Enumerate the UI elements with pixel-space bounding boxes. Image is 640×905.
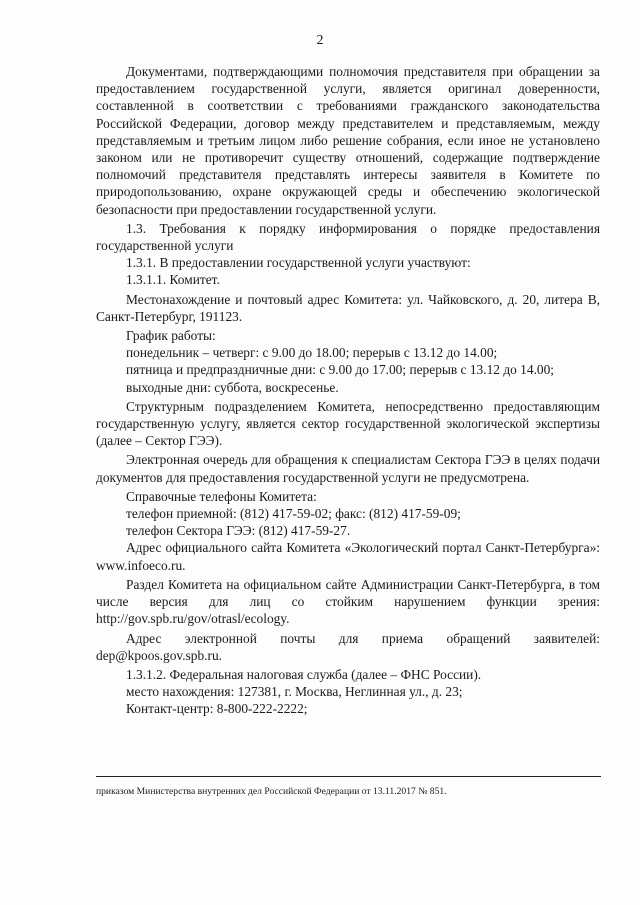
paragraph-fns-contact-center: Контакт-центр: 8-800-222-2222; — [126, 701, 308, 717]
paragraph-structural-unit: Структурным подразделением Комитета, непосредственно предоставляющим государственную услугу, является сектор государственной экологической экспертизы (далее – Сектор ГЭЭ). — [96, 398, 600, 449]
paragraph-phone-reception: телефон приемной: (812) 417-59-02; факс: (812) 417-59-09; — [126, 506, 461, 522]
paragraph-representative-documents: Документами, подтверждающими полномочия представителя при обращении за предоставлением государственной услуги, является оригинал доверенности, составленной в соответствии с требованиями гражданского законодательства Российской Федерации, договор между представителем и представляемым, между представляемым и третьим лицом либо решение собрания, если иное не установлено законом или не противоречит существу отношений, содержащие подтверждение полномочий представителя представлять интересы заявителя в Комитете по природопользованию, охране окружающей среды и обеспечению экологической безопасности при предоставлении государственной услуги. — [96, 64, 600, 217]
document-body — [96, 63, 600, 718]
paragraph-schedule-fri: пятница и предпраздничные дни: с 9.00 до 17.00; перерыв с 13.12 до 14.00; — [126, 362, 555, 378]
page-number: 2 — [316, 33, 324, 48]
paragraph-phone-sector: телефон Сектора ГЭЭ: (812) 417-59-27. — [126, 523, 351, 539]
paragraph-section-1-3: 1.3. Требования к порядку информирования о порядке предоставления государственной услуги — [96, 220, 600, 254]
paragraph-section-1-3-1: 1.3.1. В предоставлении государственной услуги участвуют: — [126, 255, 471, 271]
paragraph-administration-site: Раздел Комитета на официальном сайте Администрации Санкт-Петербурга, в том числе версия для лиц со стойким нарушением функции зрения: http://gov.spb.ru/gov/otrasl/ecology. — [96, 576, 600, 627]
footnote: приказом Министерства внутренних дел Российской Федерации от 13.11.2017 № 851. — [96, 786, 447, 797]
paragraph-email: Адрес электронной почты для приема обращений заявителей: dep@kpoos.gov.spb.ru. — [96, 630, 600, 663]
paragraph-fns-location: место нахождения: 127381, г. Москва, Неглинная ул., д. 23; — [126, 684, 463, 700]
paragraph-electronic-queue: Электронная очередь для обращения к специалистам Сектора ГЭЭ в целях подачи документов для предоставления государственной услуги не предусмотрена. — [96, 452, 600, 485]
paragraph-schedule-weekend: выходные дни: суббота, воскресенье. — [126, 379, 339, 395]
paragraph-section-1-3-1-2: 1.3.1.2. Федеральная налоговая служба (далее – ФНС России). — [126, 666, 482, 682]
paragraph-phones-heading: Справочные телефоны Комитета: — [126, 488, 317, 504]
footnote-divider — [96, 776, 601, 777]
paragraph-section-1-3-1-1: 1.3.1.1. Комитет. — [126, 272, 220, 288]
paragraph-schedule-mon-thu: понедельник – четверг: с 9.00 до 18.00; перерыв с 13.12 до 14.00; — [126, 345, 498, 361]
paragraph-official-site: Адрес официального сайта Комитета «Экологический портал Санкт-Петербурга»: www.infoeco.ru. — [96, 540, 600, 573]
paragraph-committee-address: Местонахождение и почтовый адрес Комитета: ул. Чайковского, д. 20, литера В, Санкт-Петербург, 191123. — [96, 291, 600, 324]
paragraph-schedule-heading: График работы: — [126, 328, 216, 344]
